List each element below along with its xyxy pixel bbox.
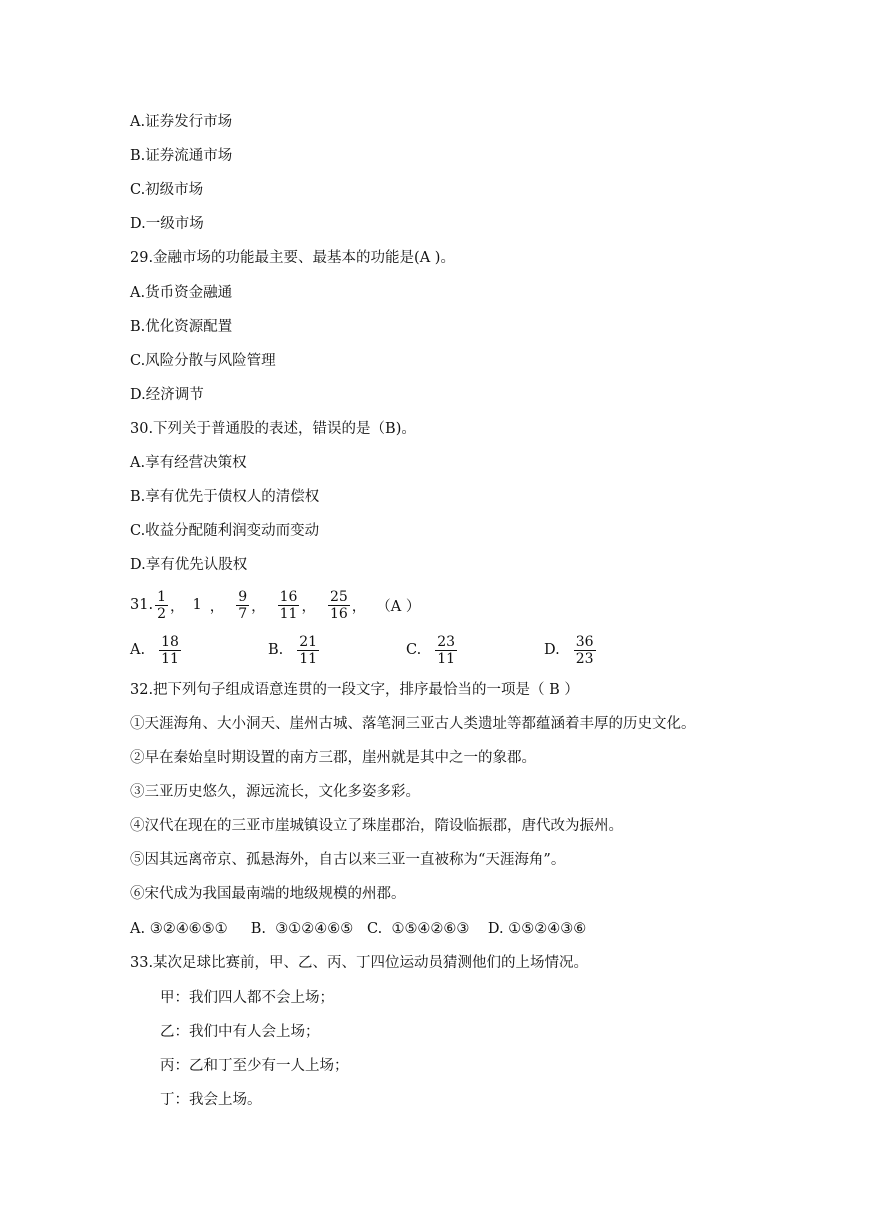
q31-separator: ， — [351, 598, 367, 615]
q31-option-d-fraction — [574, 634, 596, 667]
q31-term-1-denominator: 2 — [157, 605, 166, 622]
q28-option-b: B.证券流通市场 — [130, 148, 233, 164]
q31-option-c — [406, 630, 459, 670]
q31-answer: （A ） — [376, 598, 421, 615]
q32-sentence-3: ③三亚历史悠久，源远流长，文化多姿多彩。 — [130, 784, 420, 800]
q31-option-d-label: D. — [544, 642, 560, 658]
q31-option-a — [130, 630, 183, 670]
q33-statement-3: 丙：乙和丁至少有一人上场； — [160, 1058, 349, 1074]
q31-option-b — [268, 630, 321, 670]
q29-option-b: B.优化资源配置 — [130, 319, 233, 335]
q32-sentence-5: ⑤因其远离帝京、孤悬海外，自古以来三亚一直被称为“天涯海角”。 — [130, 852, 566, 868]
q33-statement-1: 甲：我们四人都不会上场； — [160, 990, 334, 1006]
q31-option-c-fraction — [435, 634, 457, 667]
q31-option-a-numerator: 18 — [161, 633, 179, 650]
q31-separator: ， — [169, 598, 185, 615]
q31-term-4 — [278, 589, 300, 622]
q31-number: 31. — [130, 597, 154, 613]
q31-option-c-label: C. — [406, 642, 422, 658]
q31-separator: ， — [251, 598, 266, 615]
q30-option-c: C.收益分配随利润变动而变动 — [130, 523, 320, 539]
q31-separator: ， — [209, 598, 225, 615]
q31-option-d-numerator: 36 — [575, 633, 594, 650]
q31-term-1 — [155, 589, 168, 622]
q31-option-b-numerator: 21 — [299, 633, 318, 650]
q31-separator: ， — [301, 598, 316, 615]
q28-option-d: D.一级市场 — [130, 216, 204, 232]
q33-question: 33.某次足球比赛前，甲、乙、丙、丁四位运动员猜测他们的上场情况。 — [130, 955, 589, 971]
q31-option-a-denominator: 11 — [161, 650, 179, 667]
q31-option-b-label: B. — [268, 642, 284, 658]
q31-option-a-label: A. — [130, 642, 146, 658]
q28-option-a: A.证券发行市场 — [130, 114, 233, 130]
q32-question: 32.把下列句子组成语意连贯的一段文字，排序最恰当的一项是（ B ） — [130, 682, 579, 698]
q32-sentence-2: ②早在秦始皇时期设置的南方三郡，崖州就是其中之一的象郡。 — [130, 750, 536, 766]
q31-term-1-numerator: 1 — [157, 588, 166, 605]
q31-term-4-numerator: 16 — [279, 588, 298, 605]
q31-term-3 — [236, 589, 249, 622]
q31-term-5 — [328, 589, 350, 622]
q29-option-d: D.经济调节 — [130, 387, 204, 403]
q31-term-4-denominator: 11 — [279, 605, 298, 622]
q31-term-3-numerator: 9 — [238, 588, 248, 605]
q31-option-b-fraction — [297, 634, 319, 667]
q31-option-d — [544, 630, 598, 670]
q33-statement-2: 乙：我们中有人会上场； — [160, 1024, 320, 1040]
q33-statement-4: 丁：我会上场。 — [160, 1092, 262, 1108]
q30-option-a: A.享有经营决策权 — [130, 455, 247, 471]
q30-question: 30.下列关于普通股的表述，错误的是（B)。 — [130, 421, 416, 437]
q31-option-c-denominator: 11 — [437, 650, 456, 667]
q32-sentence-1: ①天涯海角、大小洞天、崖州古城、落笔洞三亚古人类遗址等都蕴涵着丰厚的历史文化。 — [130, 716, 696, 732]
q31-option-c-numerator: 23 — [437, 633, 456, 650]
q32-choices: A. ③②④⑥⑤① B. ③①②④⑥⑤ C. ①⑤④②⑥③ D. ①⑤②④③⑥ — [130, 921, 587, 937]
q31-question — [130, 585, 420, 625]
q31-options — [130, 630, 730, 670]
q31-option-d-denominator: 23 — [575, 650, 594, 667]
q30-option-d: D.享有优先认股权 — [130, 557, 248, 573]
q31-term-5-numerator: 25 — [329, 588, 348, 605]
q32-sentence-6: ⑥宋代成为我国最南端的地级规模的州郡。 — [130, 886, 406, 902]
q29-option-a: A.货币资金融通 — [130, 285, 233, 301]
q30-option-b: B.享有优先于债权人的清偿权 — [130, 489, 320, 505]
q28-option-c: C.初级市场 — [130, 182, 204, 198]
q31-term-5-denominator: 16 — [329, 605, 348, 622]
q31-option-b-denominator: 11 — [299, 650, 318, 667]
q32-sentence-4: ④汉代在现在的三亚市崖城镇设立了珠崖郡治，隋设临振郡，唐代改为振州。 — [130, 818, 623, 834]
q31-term-3-denominator: 7 — [238, 605, 248, 622]
q29-question: 29.金融市场的功能最主要、最基本的功能是(A )。 — [130, 250, 455, 266]
q29-option-c: C.风险分散与风险管理 — [130, 353, 276, 369]
q31-option-a-fraction — [159, 634, 181, 667]
q31-term-2: 1 — [192, 597, 202, 613]
